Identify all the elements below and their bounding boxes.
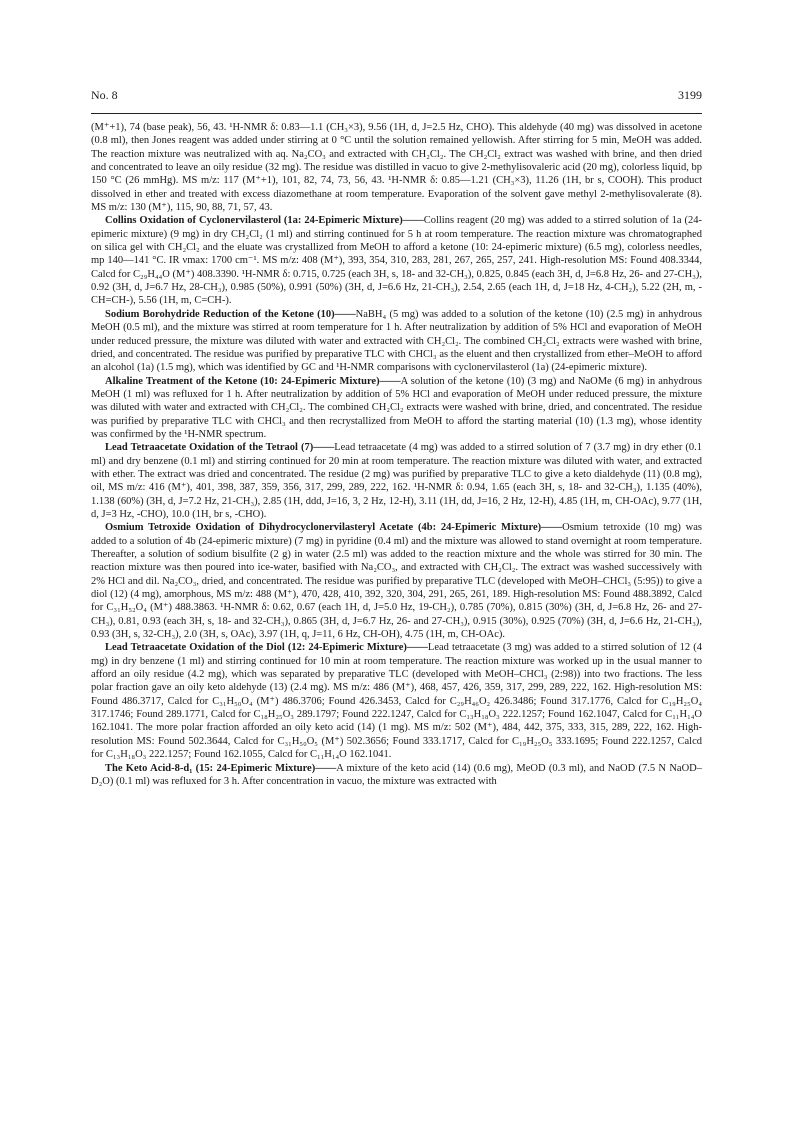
run-in-heading: Lead Tetraacetate Oxidation of the Tetraol (7)—— xyxy=(105,442,335,454)
journal-issue-number: No. 8 xyxy=(91,88,118,102)
paragraph xyxy=(91,375,702,442)
run-in-heading: Collins Oxidation of Cyclonervilasterol (1a: 24-Epimeric Mixture)—— xyxy=(105,215,424,227)
run-in-heading: Lead Tetraacetate Oxidation of the Diol (12: 24-Epimeric Mixture)—— xyxy=(105,642,428,654)
article-body xyxy=(91,121,702,788)
paragraph-text: (M⁺+1), 74 (base peak), 56, 43. ¹H-NMR δ: 0.83—1.1 (CH₃×3), 9.56 (1H, d, J=2.5 Hz, CHO). This aldehyde (40 mg) was dissolved in acetone (0.8 ml), then Jones reagent was added under stirring at 0 °C until the solution remained yellowish. After stirring for 5 min, MeOH was added. The reaction mixture was neutralized with aq. Na₂CO₃ and extracted with CH₂Cl₂. The CH₂Cl₂ extract was washed with brine, and then dried and concentrated to leave an oily residue (32 mg). The residue was distilled in vacuo to give 2-methylisovaleric acid (20 mg), colorless liquid, bp 150 °C (26 mmHg). MS m/z: 117 (M⁺+1), 101, 82, 74, 73, 56, 43. ¹H-NMR δ: 0.85—1.21 (CH₃×3), 11.26 (1H, br s, COOH). This product dissolved in ether and treated with excess diazomethane at room temperature. Evaporation of the solvent gave methyl 2-methylisovalerate (8). MS m/z: 130 (M⁺), 115, 90, 88, 71, 57, 43. xyxy=(91,122,702,214)
paragraph xyxy=(91,214,702,307)
paragraph-text: A mixture of the keto acid (14) (0.6 mg), MeOD (0.3 ml), and NaOD (7.5 N NaOD–D₂O) (0.1 ml) was refluxed for 3 h. After concentration in vacuo, the mixture was extracted with xyxy=(91,762,702,787)
paragraph-text: Lead tetraacetate (3 mg) was added to a stirred solution of 12 (4 mg) in dry benzene (1 ml) and stirring continued for 10 min at room temperature. The reaction mixture was worked up in the usual manner to afford an oily residue (4.2 mg), which was separated by preparative TLC (developed with MeOH–CHCl₃ (2:98)) into two fractions. The less polar fraction gave an oily keto aldehyde (13) (2.4 mg). MS m/z: 486 (M⁺), 468, 457, 426, 359, 317, 299, 289, 222, 162. High-resolution MS: Found 486.3717, Calcd for C₃₁H₅₀O₄ (M⁺) 486.3706; Found 426.3453, Calcd for C₂₉H₄₆O₂ 426.3486; Found 317.1776, Calcd for C₁₉H₂₅O₄ 317.1746; Found 289.1771, Calcd for C₁₈H₂₅O₃ 289.1797; Found 222.1247, Calcd for C₁₃H₁₈O₃ 222.1257; Found 162.1047, Calcd for C₁₁H₁₄O 162.1041. The more polar fraction afforded an oily keto acid (14) (1 mg). MS m/z: 502 (M⁺), 484, 442, 375, 333, 315, 289, 222, 162. High-resolution MS: Found 502.3644, Calcd for C₃₁H₅₀O₅ (M⁺) 502.3656; Found 333.1717, Calcd for C₁₉H₂₅O₅ 333.1695; Found 222.1257, Calcd for C₁₃H₁₈O₃ 222.1257; Found 162.1055, Calcd for C₁₁H₁₄O 162.1041. xyxy=(91,642,702,761)
run-in-heading: Alkaline Treatment of the Ketone (10: 24-Epimeric Mixture)—— xyxy=(105,375,401,387)
paragraph xyxy=(91,121,702,214)
page-number: 3199 xyxy=(678,88,702,102)
run-in-heading: Sodium Borohydride Reduction of the Ketone (10)—— xyxy=(105,308,356,320)
paragraph-text: Collins reagent (20 mg) was added to a stirred solution of 1a (24-epimeric mixture) (9 mg) in dry CH₂Cl₂ (1 ml) and stirring continued for 5 h at room temperature. The reaction mixture was chromatographed on silica gel with CH₂Cl₂ and the eluate was crystallized from MeOH to afford a ketone (10: 24-epimeric mixture) (6.5 mg), colorless needles, mp 140—141 °C. IR νmax: 1700 cm⁻¹. MS m/z: 408 (M⁺), 393, 354, 310, 283, 281, 267, 265, 257, 241. High-resolution MS: Found 408.3344, Calcd for C₂₉H₄₄O (M⁺) 408.3390. ¹H-NMR δ: 0.715, 0.725 (each 3H, s, 18- and 32-CH₃), 0.825, 0.845 (each 3H, d, J=6.8 Hz, 26- and 27-CH₃), 0.92 (3H, d, J=6.7 Hz, 28-CH₃), 0.985 (50%), 0.991 (50%) (3H, d, J=6.6 Hz, 21-CH₃), 2.54, 2.65 (each 1H, d, J=18 Hz, 4-CH₂), 5.22 (2H, m, -CH=CH-), 5.56 (1H, m, C=CH-). xyxy=(91,215,702,307)
run-in-heading: The Keto Acid-8-d₁ (15: 24-Epimeric Mixture)—— xyxy=(105,762,337,774)
paragraph-text: Osmium tetroxide (10 mg) was added to a solution of 4b (24-epimeric mixture) (7 mg) in pyridine (0.4 ml) and the mixture was allowed to stand overnight at room temperature. Thereafter, a solution of sodium bisulfite (2 g) in water (2.5 ml) was added to the reaction mixture and the whole was stirred for 30 min. The reaction mixture was then poured into ice-water, basified with Na₂CO₃, and extracted with CH₂Cl₂. The extract was washed successively with 2% HCl and dil. Na₂CO₃, dried, and concentrated. The residue was purified by preparative TLC (developed with MeOH–CHCl₃ (5:95)) to give a diol (12) (4 mg), amorphous, MS m/z: 488 (M⁺), 470, 428, 410, 392, 320, 304, 291, 265, 261, 189. High-resolution MS: Found 488.3892, Calcd for C₃₁H₅₂O₄ (M⁺) 488.3863. ¹H-NMR δ: 0.62, 0.67 (each 1H, d, J=5.0 Hz, 19-CH₂), 0.785 (70%), 0.815 (30%) (3H, d, J=6.8 Hz, 26- and 27-CH₃), 0.81, 0.93 (each 3H, s, 18- and 32-CH₃), 0.865 (3H, d, J=6.7 Hz, 26- and 27-CH₃), 0.915 (30%), 0.925 (70%) (3H, d, J=6.6 Hz, 21-CH₃), 0.93 (3H, s, 32-CH₃), 2.0 (3H, s, OAc), 3.97 (1H, q, J=11, 6 Hz, CH-OH), 4.75 (1H, m, CH-OAc). xyxy=(91,522,703,641)
paragraph xyxy=(91,762,702,789)
paragraph-text: NaBH₄ (5 mg) was added to a solution of the ketone (10) (2.5 mg) in anhydrous MeOH (0.5 ml), and the mixture was stirred at room temperature for 1 h. After neutralization by addition of 5% HCl and evaporation of MeOH under reduced pressure, the mixture was diluted with water and extracted with CH₂Cl₂. The combined CH₂Cl₂ extracts were washed with brine, dried, and concentrated. The residue was purified by preparative TLC with CHCl₃ as the eluent and then crystallized from ether–MeOH to afford an alcohol (1a) (1.5 mg), which was identified by GC and ¹H-NMR comparisons with cyclonervilasterol (1a) (24-epimeric mixture). xyxy=(91,308,703,374)
paragraph xyxy=(91,521,702,641)
header-rule xyxy=(91,113,702,114)
paragraph-text: A solution of the ketone (10) (3 mg) and NaOMe (6 mg) in anhydrous MeOH (1 ml) was refluxed for 1 h. After neutralization by addition of 5% HCl and evaporation of MeOH under reduced pressure, the mixture was diluted with water and extracted with CH₂Cl₂. The combined CH₂Cl₂ extracts were washed with brine, dried, and concentrated. The residue was purified by preparative TLC with CHCl₃ and then recrystallized from MeOH to afford the starting material (10) (1.3 mg), whose identity was confirmed by the ¹H-NMR spectrum. xyxy=(91,375,702,440)
paragraph xyxy=(91,441,702,521)
paragraph xyxy=(91,641,702,761)
page-header xyxy=(91,88,702,103)
run-in-heading: Osmium Tetroxide Oxidation of Dihydrocyclonervilasteryl Acetate (4b: 24-Epimeric Mixture)—— xyxy=(105,522,563,534)
paragraph-text: Lead tetraacetate (4 mg) was added to a stirred solution of 7 (3.7 mg) in dry ether (0.1 ml) and dry benzene (0.1 ml) and stirring continued for 20 min at room temperature. The reaction mixture was diluted with water, and extracted with ether. The extract was dried and concentrated. The residue (2 mg) was purified by preparative TLC to give a keto dialdehyde (11) (0.8 mg), oil, MS m/z: 416 (M⁺), 401, 398, 387, 359, 356, 317, 299, 289, 222, 162. ¹H-NMR δ: 0.94, 1.65 (each 3H, s, 18- and 32-CH₃), 1.135 (40%), 1.138 (60%) (3H, d, J=7.2 Hz, 21-CH₃), 2.85 (1H, ddd, J=16, 3, 2 Hz, 12-H), 3.11 (1H, dd, J=16, 2 Hz, 12-H), 4.85 (1H, m, CH-OAc), 9.77 (1H, d, J=3 Hz, -CHO), 10.0 (1H, br s, -CHO). xyxy=(91,442,702,520)
paragraph xyxy=(91,308,702,375)
